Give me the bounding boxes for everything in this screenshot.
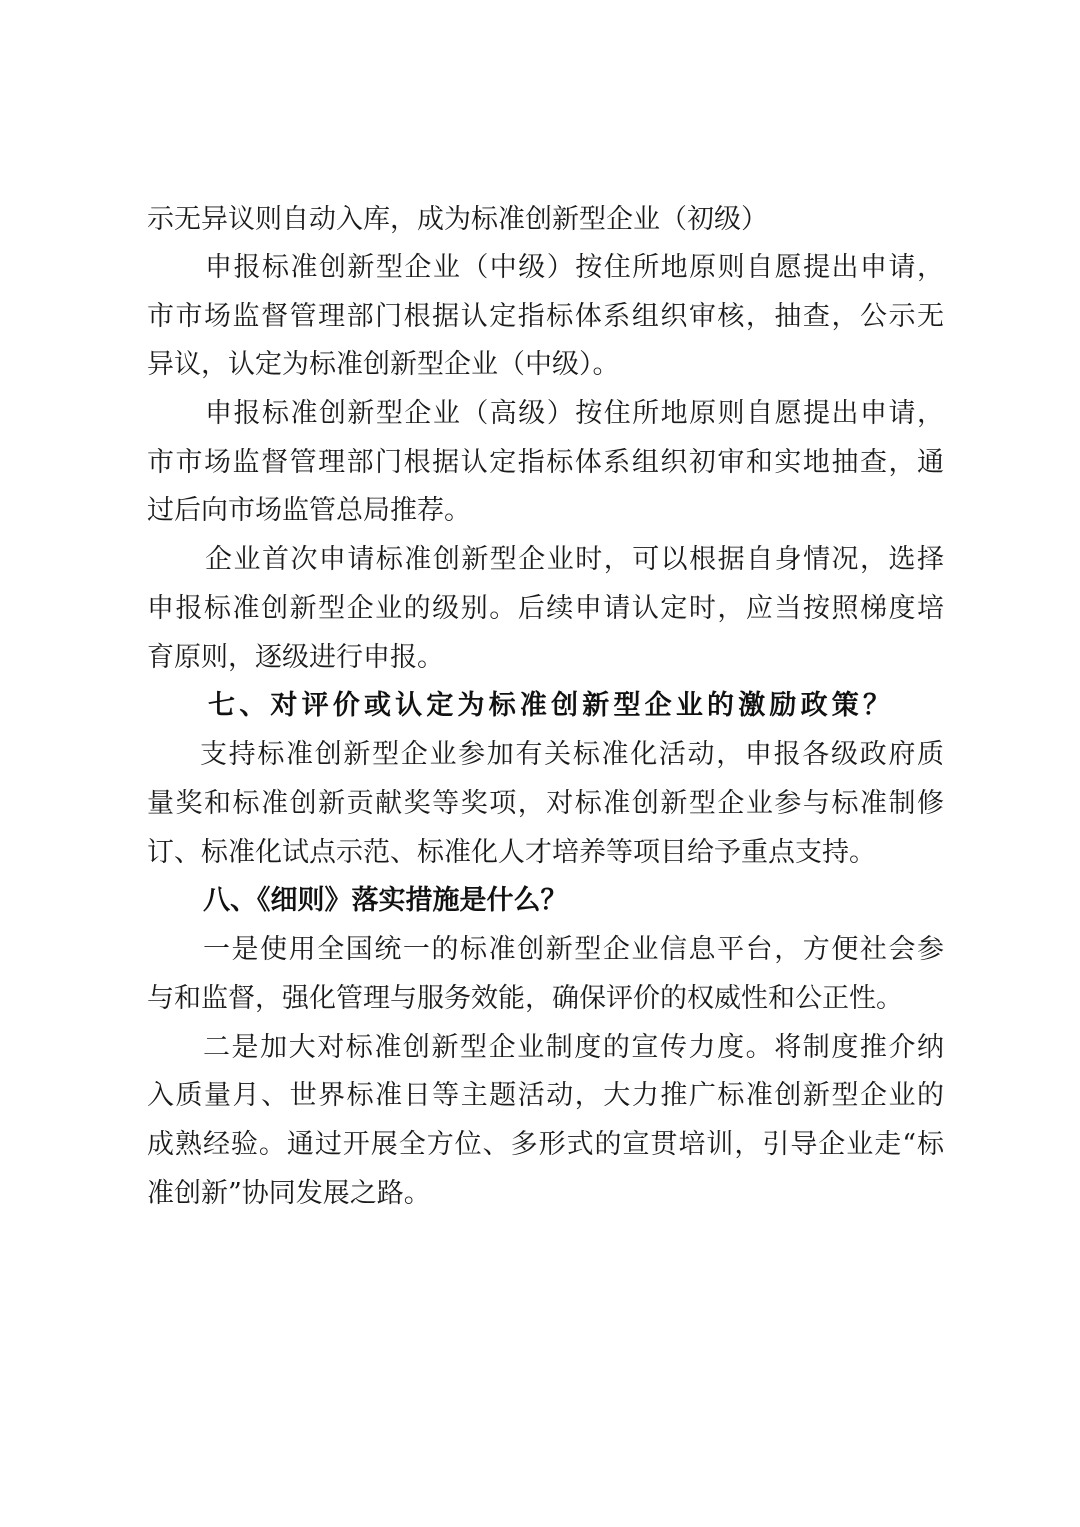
text-line	[0, 1170, 1080, 1218]
text-line-content: 订、标准化试点示范、标准化人才培养等项目给予重点支持。	[147, 837, 876, 868]
paragraph-first-line	[0, 244, 1080, 292]
text-line-content: 市市场监督管理部门根据认定指标体系组织初审和实地抽查，通	[147, 447, 944, 478]
text-line	[0, 975, 1080, 1023]
text-line	[0, 196, 1080, 244]
text-line-content: 企业首次申请标准创新型企业时，可以根据自身情况，选择	[205, 544, 944, 575]
text-line	[0, 829, 1080, 877]
text-line-content: 入质量月、世界标准日等主题活动，大力推广标准创新型企业的	[147, 1080, 944, 1111]
text-line-content: 与和监督，强化管理与服务效能，确保评价的权威性和公正性。	[147, 983, 903, 1014]
text-line-content: 二是加大对标准创新型企业制度的宣传力度。将制度推介纳	[203, 1032, 944, 1063]
text-line	[0, 341, 1080, 389]
text-line	[0, 1072, 1080, 1120]
section-heading	[0, 877, 1080, 925]
text-line-content: 支持标准创新型企业参加有关标准化活动，申报各级政府质	[200, 739, 944, 770]
text-line	[0, 634, 1080, 682]
section-heading-text: 七、对评价或认定为标准创新型企业的激励政策？	[208, 690, 890, 721]
text-line-content: 过后向市场监管总局推荐。	[147, 495, 471, 526]
text-line	[0, 780, 1080, 828]
text-line-content: 示无异议则自动入库，成为标准创新型企业（初级）	[147, 204, 768, 235]
section-heading	[0, 682, 1080, 730]
section-heading-text: 八、《细则》落实措施是什么？	[203, 885, 568, 916]
text-line	[0, 487, 1080, 535]
paragraph-first-line	[0, 536, 1080, 584]
text-line-content: 市市场监督管理部门根据认定指标体系组织审核，抽查，公示无	[147, 301, 944, 332]
text-line-content: 成熟经验。通过开展全方位、多形式的宣贯培训，引导企业走“标	[147, 1129, 944, 1160]
text-line-content: 一是使用全国统一的标准创新型企业信息平台，方便社会参	[203, 934, 944, 965]
text-line-content: 申报标准创新型企业（中级）按住所地原则自愿提出申请，	[205, 252, 944, 283]
text-line-content: 申报标准创新型企业的级别。后续申请认定时，应当按照梯度培	[147, 593, 944, 624]
text-line-content: 异议，认定为标准创新型企业（中级）。	[147, 349, 620, 380]
paragraph-first-line	[0, 926, 1080, 974]
paragraph-first-line	[0, 731, 1080, 779]
paragraph-first-line	[0, 390, 1080, 438]
paragraph-first-line	[0, 1024, 1080, 1072]
text-line-content: 申报标准创新型企业（高级）按住所地原则自愿提出申请，	[205, 398, 944, 429]
text-line	[0, 439, 1080, 487]
text-line-content: 育原则，逐级进行申报。	[147, 642, 444, 673]
text-line-content: 准创新”协同发展之路。	[147, 1178, 431, 1209]
text-line	[0, 293, 1080, 341]
text-line-content: 量奖和标准创新贡献奖等奖项，对标准创新型企业参与标准制修	[147, 788, 944, 819]
text-line	[0, 1121, 1080, 1169]
text-line	[0, 585, 1080, 633]
